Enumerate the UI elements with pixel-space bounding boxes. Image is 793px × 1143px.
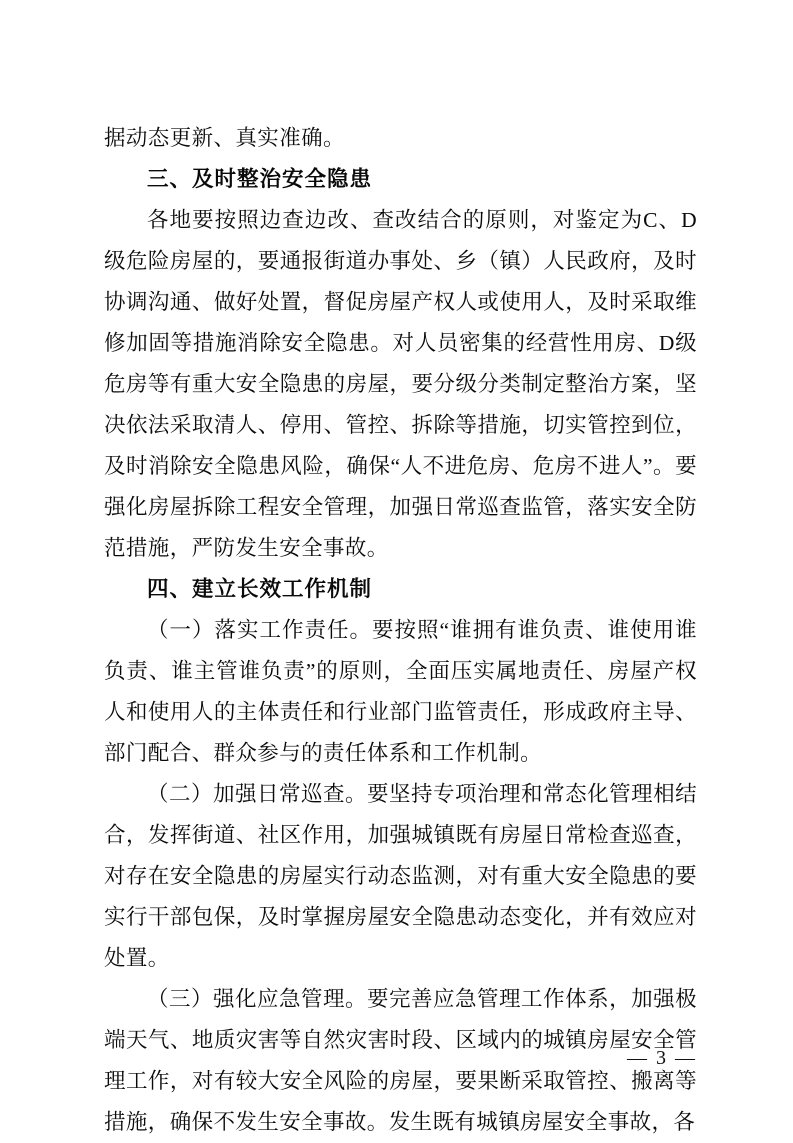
section-heading-four: 四、建立长效工作机制: [147, 577, 373, 601]
paragraph-item-three: （三）强化应急管理。要完善应急管理工作体系，加强极端天气、地质灾害等自然灾害时段、区域内的城镇房屋安全管理工作，对有较大安全风险的房屋，要果断采取管控、搬离等措施，确保不发生安全事故。发生既有城镇房屋安全事故，各: [104, 987, 697, 1134]
paragraph-continuation: 据动态更新、真实准确。: [104, 126, 345, 150]
page-number: — 3 —: [627, 1047, 697, 1069]
paragraph-item-two: （二）加强日常巡查。要坚持专项治理和常态化管理相结合，发挥街道、社区作用，加强城镇既有房屋日常检查巡查，对存在安全隐患的房屋实行动态监测，对有重大安全隐患的要实行干部包保，及时掌握房屋安全隐患动态变化，并有效应对处置。: [104, 782, 697, 970]
paragraph-section-three-body: 各地要按照边查边改、查改结合的原则，对鉴定为C、D级危险房屋的，要通报街道办事处、乡（镇）人民政府，及时协调沟通、做好处置，督促房屋产权人或使用人，及时采取维修加固等措施消除安全隐患。对人员密集的经营性用房、D级危房等有重大安全隐患的房屋，要分级分类制定整治方案，坚决依法采取清人、停用、管控、拆除等措施，切实管控到位，及时消除安全隐患风险，确保“人不进危房、危房不进人”。要强化房屋拆除工程安全管理，加强日常巡查监管，落实安全防范措施，严防发生安全事故。: [104, 208, 697, 560]
document-body: [104, 118, 697, 1143]
section-heading-three: 三、及时整治安全隐患: [147, 167, 373, 191]
paragraph-item-one: （一）落实工作责任。要按照“谁拥有谁负责、谁使用谁负责、谁主管谁负责”的原则，全面压实属地责任、房屋产权人和使用人的主体责任和行业部门监管责任，形成政府主导、部门配合、群众参与的责任体系和工作机制。: [104, 618, 697, 765]
